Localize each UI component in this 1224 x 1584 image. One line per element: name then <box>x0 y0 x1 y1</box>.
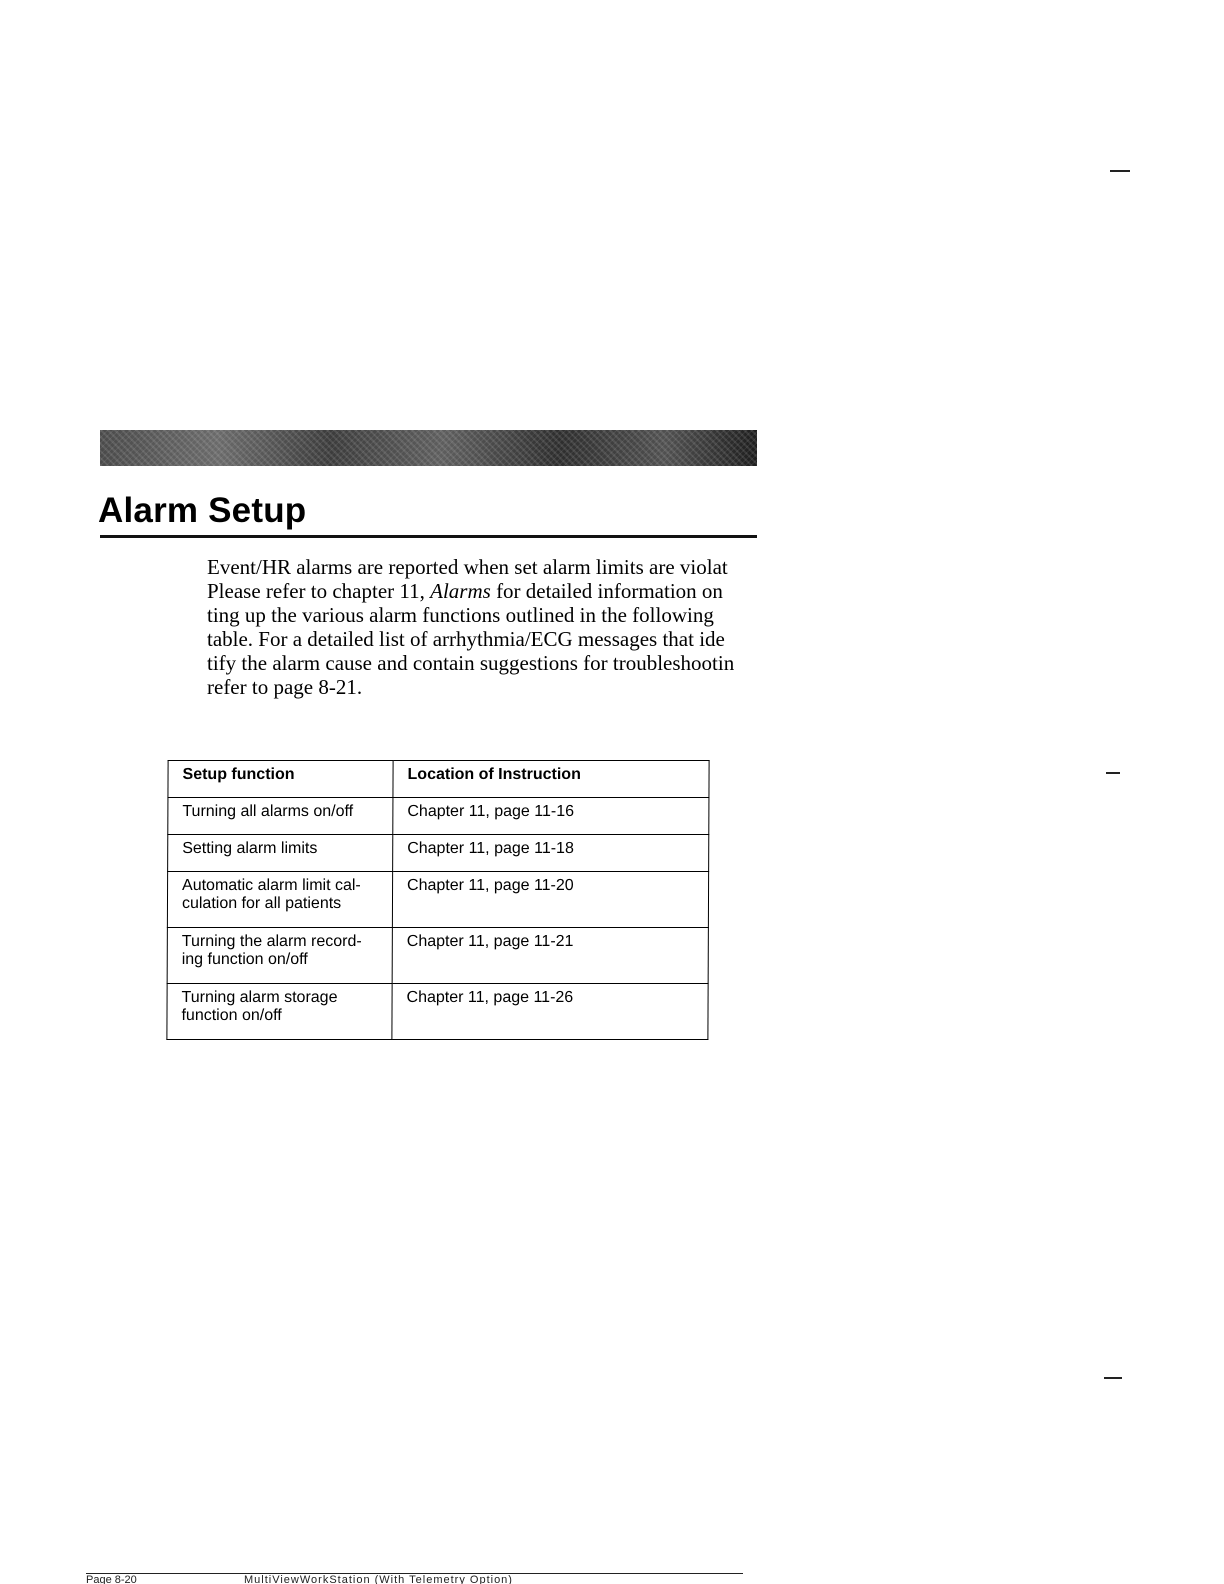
cell-line: culation for all patients <box>181 895 342 912</box>
location-cell: Chapter 11, page 11-26 <box>392 984 708 1040</box>
setup-function-cell <box>167 984 392 1040</box>
intro-line: tify the alarm cause and contain suggestions for troubleshootin <box>207 651 735 675</box>
cell-line: function on/off <box>181 1007 282 1024</box>
setup-function-cell <box>167 872 392 928</box>
table-row <box>167 984 708 1040</box>
location-cell: Chapter 11, page 11-20 <box>392 872 708 928</box>
intro-line: table. For a detailed list of arrhythmia/ECG messages that ide <box>207 627 725 651</box>
cell-line: Turning the alarm record- <box>181 933 362 950</box>
intro-text: Please refer to chapter 11, <box>207 579 431 603</box>
scan-mark <box>1104 1377 1122 1379</box>
footer-product-name: MultiViewWorkStation (With Telemetry Option) <box>244 1574 513 1584</box>
page-footer <box>86 1574 743 1584</box>
column-header-location: Location of Instruction <box>393 761 709 798</box>
location-cell: Chapter 11, page 11-21 <box>392 928 708 984</box>
alarm-setup-table <box>166 760 709 1040</box>
table-row <box>167 872 708 928</box>
table-row <box>168 835 709 872</box>
setup-function-cell <box>167 928 392 984</box>
intro-paragraph <box>207 555 757 699</box>
heading-underline <box>100 535 757 538</box>
table-row <box>168 798 709 835</box>
intro-line: refer to page 8-21. <box>207 675 363 699</box>
scan-mark <box>1110 170 1130 172</box>
location-cell: Chapter 11, page 11-18 <box>393 835 709 872</box>
chapter-reference: Alarms <box>430 579 491 603</box>
page-number: Page 8-20 <box>86 1574 137 1584</box>
location-cell: Chapter 11, page 11-16 <box>393 798 709 835</box>
intro-line: ting up the various alarm functions outlined in the following <box>207 603 714 627</box>
table-header-row <box>168 761 709 798</box>
cell-line: ing function on/off <box>181 951 308 968</box>
intro-line <box>207 579 757 603</box>
cell-line: Turning all alarms on/off <box>182 803 354 820</box>
cell-line: Turning alarm storage <box>181 989 338 1006</box>
setup-function-cell <box>168 835 393 872</box>
section-banner <box>100 430 757 466</box>
table-row <box>167 928 708 984</box>
cell-line: Setting alarm limits <box>182 840 318 857</box>
cell-line: Automatic alarm limit cal- <box>182 877 361 894</box>
column-header-setup-function: Setup function <box>168 761 393 798</box>
intro-text: for detailed information on <box>490 579 723 603</box>
setup-function-cell <box>168 798 393 835</box>
scan-mark <box>1106 772 1120 774</box>
intro-line: Event/HR alarms are reported when set alarm limits are violat <box>207 555 728 579</box>
section-heading: Alarm Setup <box>98 491 307 530</box>
